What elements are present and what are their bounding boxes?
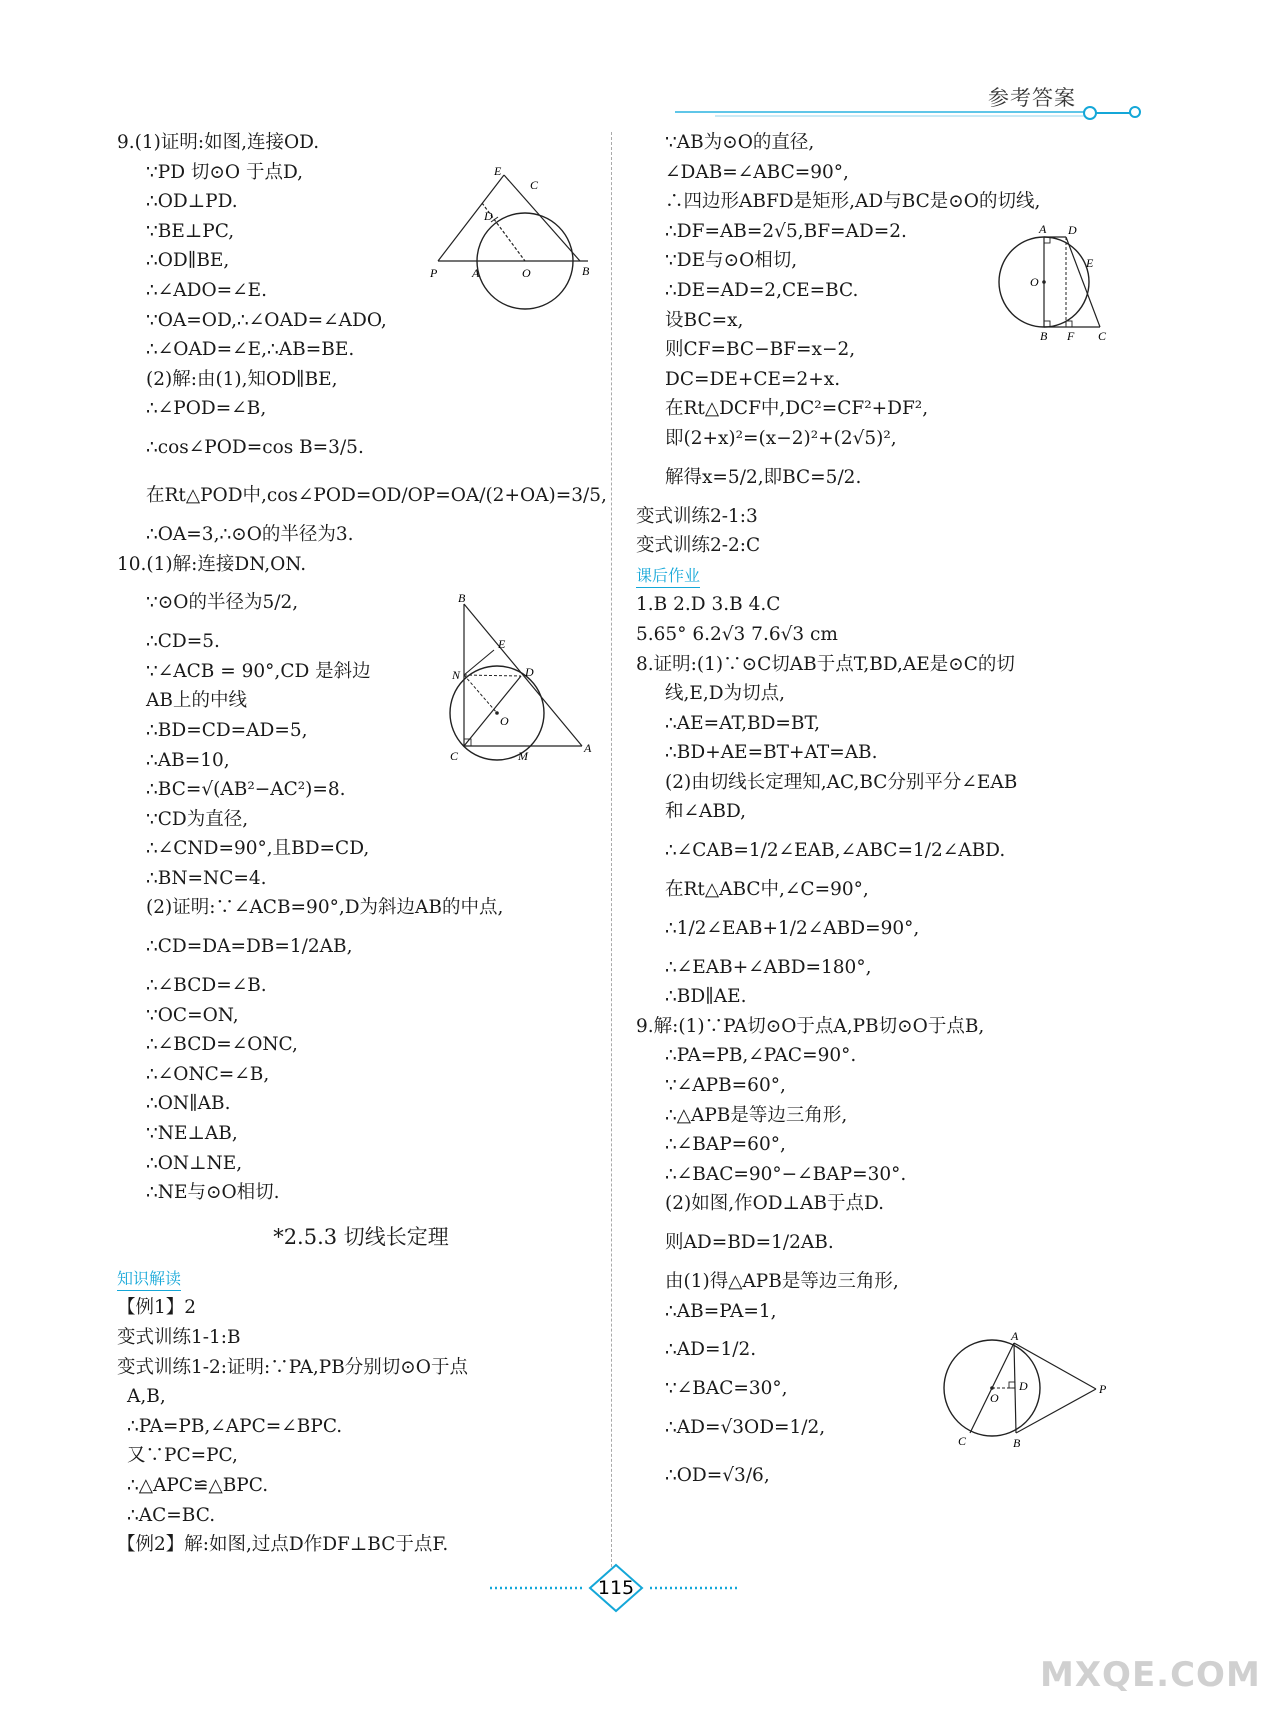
text-line: 【例2】解:如图,过点D作DF⊥BC于点F. — [117, 1534, 449, 1556]
section-tag: 课后作业 — [636, 565, 700, 588]
text-line: ∴BC=√(AB²−AC²)=8. — [146, 779, 346, 801]
fig3-label-b: B — [1040, 329, 1048, 343]
watermark: MXQE.COM — [1040, 1655, 1261, 1695]
fig2-label-d: D — [525, 665, 534, 679]
text-line: ∴△APB是等边三角形, — [665, 1104, 848, 1126]
text-line: 变式训练1-2:证明:∵PA,PB分别切⊙O于点 — [117, 1356, 468, 1378]
geometry-figure-2 — [442, 592, 602, 767]
fig2-label-b: B — [458, 591, 466, 605]
fig1-label-e: E — [494, 164, 502, 178]
text-line: ∴△APC≌△BPC. — [127, 1474, 269, 1496]
fig2-label-e: E — [498, 637, 506, 651]
text-line: ∴CD=5. — [146, 631, 220, 653]
text-line: ∴1/2∠EAB+1/2∠ABD=90°, — [665, 917, 920, 939]
text-line: ∴∠BAC=90°−∠BAP=30°. — [665, 1163, 907, 1185]
text-line: (2)如图,作OD⊥AB于点D. — [665, 1193, 884, 1215]
fig1-label-p: P — [430, 266, 438, 280]
text-line: 在Rt△DCF中,DC²=CF²+DF², — [665, 398, 929, 420]
fig3-label-o: O — [1030, 275, 1039, 289]
text-line: 9.解:(1)∵PA切⊙O于点A,PB切⊙O于点B, — [636, 1015, 985, 1037]
text-line: ∴OD∥BE, — [146, 250, 230, 272]
fig1-label-b: B — [582, 264, 590, 278]
text-line: 1.B 2.D 3.B 4.C — [636, 594, 781, 616]
fig4-label-o: O — [990, 1391, 999, 1405]
text-line: ∵∠APB=60°, — [665, 1075, 786, 1097]
text-line: ∴DE=AD=2,CE=BC. — [665, 279, 859, 301]
text-line: ∵OC=ON, — [146, 1004, 239, 1026]
text-line: ∵AB为⊙O的直径, — [665, 132, 815, 153]
text-line: 变式训练1-1:B — [117, 1327, 241, 1348]
text-line: 在Rt△POD中,cos∠POD=OD/OP=OA/(2+OA)=3/5, — [146, 484, 607, 506]
fig4-label-a: A — [1011, 1329, 1019, 1343]
text-line: 线,E,D为切点, — [665, 683, 785, 705]
section-tag: 知识解读 — [117, 1268, 181, 1291]
text-line: ∴AD=1/2. — [665, 1339, 757, 1361]
text-line: 变式训练2-1:3 — [636, 505, 758, 527]
fig2-label-m: M — [518, 749, 528, 763]
text-line: 和∠ABD, — [665, 801, 747, 823]
text-line: ∴∠CAB=1/2∠EAB,∠ABC=1/2∠ABD. — [665, 840, 1006, 862]
text-line: ∴ON∥AB. — [146, 1093, 231, 1115]
left-column — [117, 128, 605, 1560]
text-line: ∵∠BAC=30°, — [665, 1378, 788, 1400]
text-line: ∴∠OAD=∠E,∴AB=BE. — [146, 339, 355, 361]
text-line: (2)证明:∵∠ACB=90°,D为斜边AB的中点, — [146, 897, 504, 919]
text-line: ∴NE与⊙O相切. — [146, 1182, 280, 1204]
text-line: ∴∠BCD=∠B. — [146, 975, 267, 997]
text-line: ∵PD 切⊙O 于点D, — [146, 161, 304, 183]
geometry-figure-4 — [930, 1330, 1120, 1450]
section-title: *2.5.3 切线长定理 — [273, 1224, 449, 1249]
fig4-label-c: C — [958, 1434, 967, 1448]
geometry-figure-3 — [990, 222, 1115, 343]
text-line: ∴PA=PB,∠APC=∠BPC. — [127, 1415, 343, 1437]
text-line: 由(1)得△APB是等边三角形, — [665, 1271, 899, 1292]
text-line: 设BC=x, — [665, 309, 744, 331]
text-line: (2)由切线长定理知,AC,BC分别平分∠EAB — [665, 771, 1018, 793]
text-line: 9.(1)证明:如图,连接OD. — [117, 132, 320, 153]
text-line: ∴AB=10, — [146, 749, 230, 771]
text-line: 变式训练2-2:C — [636, 535, 761, 557]
fig2-label-a: A — [584, 741, 592, 755]
text-line: ∴∠BCD=∠ONC, — [146, 1034, 298, 1056]
fig4-label-p: P — [1099, 1382, 1107, 1396]
text-line: ∵CD为直径, — [146, 808, 249, 830]
column-divider — [611, 132, 612, 1582]
text-line: 解得x=5/2,即BC=5/2. — [665, 466, 862, 488]
text-line: ∴∠POD=∠B, — [146, 398, 267, 420]
text-line: ∴BD∥AE. — [665, 986, 747, 1008]
text-line: 则CF=BC−BF=x−2, — [665, 339, 856, 361]
text-line: ∴OD⊥PD. — [146, 191, 238, 213]
text-line: 5.65° 6.2√3 7.6√3 cm — [636, 623, 838, 645]
text-line: ∴CD=DA=DB=1/2AB, — [146, 936, 353, 958]
header-title: 参考答案 — [988, 86, 1076, 110]
text-line: ∴∠BAP=60°, — [665, 1134, 786, 1156]
fig3-label-a: A — [1039, 222, 1047, 236]
text-line: 则AD=BD=1/2AB. — [665, 1232, 834, 1253]
text-line: ∴BN=NC=4. — [146, 867, 267, 889]
text-line: ∴∠ONC=∠B, — [146, 1063, 270, 1085]
fig3-label-f: F — [1067, 329, 1075, 343]
text-line: ∴OA=3,∴⊙O的半径为3. — [146, 523, 354, 545]
text-line: ∴AD=√3OD=1/2, — [665, 1416, 826, 1438]
text-line: (2)解:由(1),知OD∥BE, — [146, 368, 338, 390]
text-line: ∴cos∠POD=cos B=3/5. — [146, 436, 364, 458]
text-line: ∴AB=PA=1, — [665, 1300, 777, 1322]
fig3-label-c: C — [1098, 329, 1107, 343]
text-line: ∴DF=AB=2√5,BF=AD=2. — [665, 220, 907, 242]
fig3-label-d: D — [1068, 223, 1077, 237]
text-line: 8.证明:(1)∵⊙C切AB于点T,BD,AE是⊙C的切 — [636, 653, 1015, 675]
text-line: ∵DE与⊙O相切, — [665, 250, 798, 272]
text-line: ∵OA=OD,∴∠OAD=∠ADO, — [146, 309, 387, 331]
text-line: ∴AC=BC. — [127, 1504, 216, 1526]
text-line: ∠DAB=∠ABC=90°, — [665, 161, 849, 183]
text-line: ∴PA=PB,∠PAC=90°. — [665, 1045, 857, 1067]
text-line: ∴四边形ABFD是矩形,AD与BC是⊙O的切线, — [665, 191, 1041, 213]
text-line: ∴BD=CD=AD=5, — [146, 719, 308, 741]
text-line: ∴∠CND=90°,且BD=CD, — [146, 838, 370, 860]
geometry-figure-1 — [430, 165, 600, 315]
header-line-decoration — [675, 100, 1145, 126]
fig3-label-e: E — [1086, 256, 1094, 270]
fig2-label-c: C — [450, 749, 459, 763]
fig2-label-o: O — [500, 714, 509, 728]
fig2-label-n: N — [452, 668, 461, 682]
text-line: ∴AE=AT,BD=BT, — [665, 712, 821, 734]
text-line: ∴OD=√3/6, — [665, 1464, 770, 1486]
fig1-label-d: D — [484, 209, 493, 223]
text-line: ∵⊙O的半径为5/2, — [146, 592, 299, 614]
text-line: DC=DE+CE=2+x. — [665, 368, 841, 390]
fig4-label-b: B — [1013, 1436, 1021, 1450]
text-line: 即(2+x)²=(x−2)²+(2√5)², — [665, 427, 897, 449]
text-line: 在Rt△ABC中,∠C=90°, — [665, 879, 869, 901]
text-line: ∵∠ACB = 90°,CD 是斜边 — [146, 660, 371, 682]
fig1-label-o: O — [522, 266, 531, 280]
text-line: ∴ON⊥NE, — [146, 1152, 243, 1174]
text-line: ∵NE⊥AB, — [146, 1123, 238, 1145]
text-line: ∴∠EAB+∠ABD=180°, — [665, 956, 872, 978]
text-line: ∴BD+AE=BT+AT=AB. — [665, 742, 878, 764]
page-number: 115 — [597, 1577, 635, 1599]
text-line: ∵BE⊥PC, — [146, 220, 235, 242]
text-line: ∴∠ADO=∠E. — [146, 279, 268, 301]
text-line: AB上的中线 — [146, 690, 247, 712]
text-line: 又∵PC=PC, — [127, 1445, 238, 1467]
text-line: A,B, — [127, 1386, 166, 1408]
text-line: 10.(1)解:连接DN,ON. — [117, 553, 307, 575]
fig1-label-a: A — [472, 266, 480, 280]
fig4-label-d: D — [1019, 1379, 1028, 1393]
fig1-label-c: C — [530, 178, 539, 192]
text-line: 【例1】2 — [117, 1297, 197, 1319]
